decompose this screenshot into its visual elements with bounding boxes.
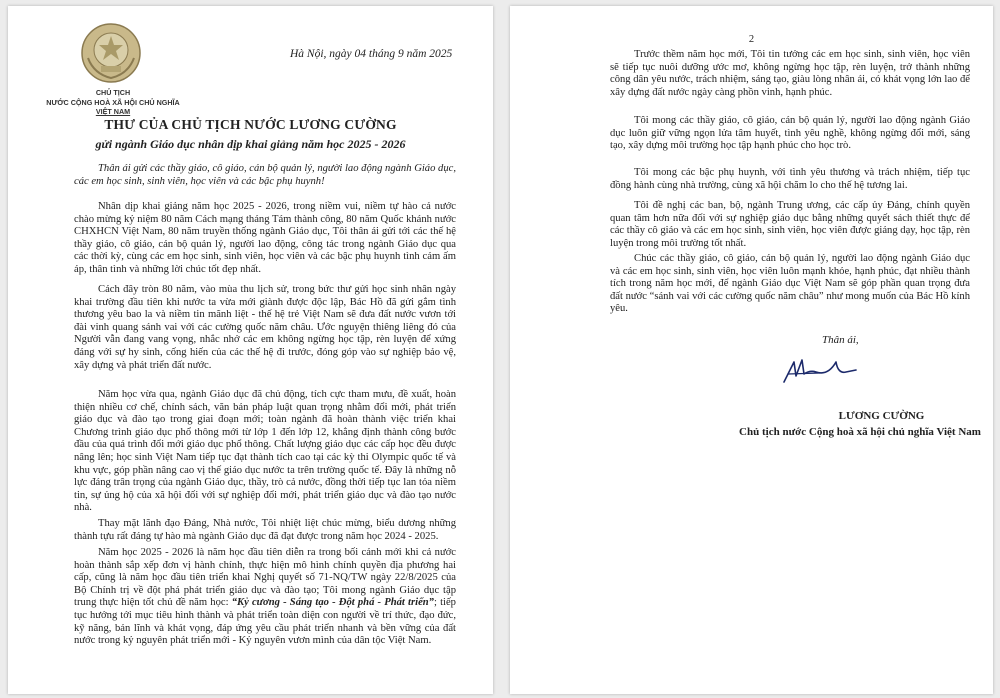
- paragraph-8: Tôi mong các bậc phụ huynh, với tình yêu thương và trách nhiệm, tiếp tục đồng hành cùng nhà trường, cùng xã hội chăm lo cho thế hệ tương lai.: [610, 167, 970, 191]
- paragraph-5-part-2: ; tiếp tục hướng tới mục tiêu hình thành và phát triển toàn diện con người về trí thức, đạo đức, kỹ năng, bản lĩnh và khát vọng, đáp ứng yêu cầu phát triển nhanh và bền vững của đất nước trong kỷ nguyên phát triển mới - Kỷ nguyên vươn mình của dân tộc Việt Nam.: [74, 597, 456, 647]
- signature-icon: [780, 352, 860, 390]
- issuer-line-1: CHỦ TỊCH: [95, 88, 131, 97]
- paragraph-3: Năm học vừa qua, ngành Giáo dục đã chủ động, tích cực tham mưu, đề xuất, hoàn thiện nhiều cơ chế, chính sách, văn bản pháp luật quan trọng nhằm đổi mới, phát triển giáo dục và đào tạo trong giai đoạn mới; toàn ngành đã hoàn thành việc triển khai Chương trình giáo dục phổ thông mới từ lớp 1 đến lớp 12, khẳng định thành công bước đầu của quá trình đổi mới giáo dục phổ thông. Chất lượng giáo dục các cấp học đều được nâng lên; học sinh Việt Nam tiếp tục đạt thành tích cao tại các kỳ thi Olympic quốc tế và khu vực, góp phần nâng cao vị thế giáo dục nước ta trên trường quốc tế. Đây là những nỗ lực đáng trân trọng của ngành Giáo dục, thầy, trò cả nước, đồng thời tiếp tục lan tỏa niềm tin, sự ủng hộ của xã hội đối với sự nghiệp đổi mới, phát triển giáo dục và đào tạo nước nhà.: [74, 389, 456, 514]
- paragraph-1: Nhân dịp khai giảng năm học 2025 - 2026, trong niềm vui, niềm tự hào cả nước chào mừng kỷ niệm 80 năm Cách mạng tháng Tám thành công, 80 năm Quốc khánh nước CHXHCN Việt Nam, 80 năm truyền thống ngành Giáo dục, Tôi thân ái gửi tới các thế hệ thầy giáo, cô giáo, cán bộ quản lý, người lao động, công tác trong ngành Giáo dục qua các thời kỳ, cùng các em học sinh, sinh viên, học viên và các bậc phụ huynh tình cảm ấm áp, thân tình và những lời chúc tốt đẹp nhất.: [74, 201, 456, 275]
- paragraph-10: Chúc các thầy giáo, cô giáo, cán bộ quản lý, người lao động ngành Giáo dục và các em học sinh, sinh viên, học viên luôn mạnh khỏe, hạnh phúc, đạt nhiều thành tích trong năm học mới, để ngành Giáo dục Việt Nam sẽ góp phần quan trọng đưa đất nước “sánh vai với các cường quốc năm châu” như mong muốn của Bác Hồ kính yêu.: [610, 253, 970, 315]
- issuer-block: [28, 88, 198, 117]
- paragraph-2: Cách đây tròn 80 năm, vào mùa thu lịch sử, trong bức thư gửi học sinh nhân ngày khai trường đầu tiên khi nước ta vừa mới giành được độc lập, Bác Hồ đã gửi gắm tình thương yêu bao la và niềm tin mãnh liệt - thế hệ trẻ Việt Nam sẽ đưa đất nước vươn tới đài vinh quang sánh vai với các cường quốc năm châu. Ước nguyện thiêng liêng đó của Người vẫn đang vang vọng, nhắc nhở các em không ngừng học tập, rèn luyện để xứng đáng với sự hy sinh, cống hiến của các thế hệ đi trước, đóng góp vào sự nghiệp bảo vệ, xây dựng và phát triển đất nước.: [74, 284, 456, 371]
- letter-date: Hà Nội, ngày 04 tháng 9 năm 2025: [290, 48, 453, 60]
- salutation: Thân ái gửi các thầy giáo, cô giáo, cán bộ quản lý, người lao động ngành Giáo dục, các em học sinh, sinh viên, học viên và các bậc phụ huynh!: [74, 163, 456, 187]
- national-emblem-icon: [80, 22, 142, 84]
- issuer-line-2: NƯỚC CỘNG HOÀ XÃ HỘI CHỦ NGHĨA: [46, 97, 180, 107]
- paragraph-6: Trước thềm năm học mới, Tôi tin tưởng các em học sinh, sinh viên, học viên sẽ tiếp tục nuôi dưỡng ước mơ, không ngừng học tập, rèn luyện, trở thành những công dân yêu nước, trách nhiệm, sáng tạo, giàu lòng nhân ái, có khát vọng lớn lao để xây dựng đất nước ngày càng phồn vinh, hạnh phúc.: [610, 49, 970, 98]
- paragraph-7: Tôi mong các thầy giáo, cô giáo, cán bộ quản lý, người lao động ngành Giáo dục luôn giữ vững ngọn lửa tâm huyết, tình yêu nghề, không ngừng đổi mới, sáng tạo, xây dựng môi trường học tập hạnh phúc cho học trò.: [610, 115, 970, 152]
- issuer-line-3: VIỆT NAM: [95, 107, 131, 116]
- signer-name: LƯƠNG CƯỜNG: [838, 410, 925, 422]
- page-number: 2: [748, 34, 755, 45]
- paragraph-5: [74, 547, 456, 648]
- letter-page-2: [510, 6, 993, 694]
- closing-greeting: Thân ái,: [822, 334, 859, 346]
- paragraph-5-part-1: Năm học 2025 - 2026 là năm học đầu tiên diễn ra trong bối cảnh mới khi cả nước hoàn thành sắp xếp đơn vị hành chính, thực hiện mô hình chính quyền địa phương hai cấp, cũng là năm học đầu tiên triển khai Nghị quyết số 71-NQ/TW ngày 22/8/2025 của Bộ Chính trị về đột phá phát triển giáo dục và đào tạo; Tôi mong ngành Giáo dục tập trung thực hiện tốt chủ đề năm học:: [74, 547, 456, 609]
- letter-title: THƯ CỦA CHỦ TỊCH NƯỚC LƯƠNG CƯỜNG: [104, 117, 397, 132]
- paragraph-4: Thay mặt lãnh đạo Đảng, Nhà nước, Tôi nhiệt liệt chúc mừng, biểu dương những thành tựu rất đáng tự hào mà ngành Giáo dục đã đạt được trong năm học 2024 - 2025.: [74, 518, 456, 542]
- letter-subtitle: gửi ngành Giáo dục nhân dịp khai giảng năm học 2025 - 2026: [95, 137, 406, 151]
- school-year-theme: “Kỷ cương - Sáng tạo - Đột phá - Phát triển”: [231, 597, 434, 609]
- paragraph-9: Tôi đề nghị các ban, bộ, ngành Trung ương, các cấp ủy Đảng, chính quyền quan tâm hơn nữa đối với sự nghiệp giáo dục bằng những quyết sách thiết thực để các thầy cô giáo và các em học sinh, sinh viên, học viên được giảng dạy, học tập, rèn luyện trong môi trường tốt nhất.: [610, 200, 970, 249]
- letter-page-1: [8, 6, 493, 694]
- signer-title: Chủ tịch nước Cộng hoà xã hội chủ nghĩa Việt Nam: [739, 426, 981, 438]
